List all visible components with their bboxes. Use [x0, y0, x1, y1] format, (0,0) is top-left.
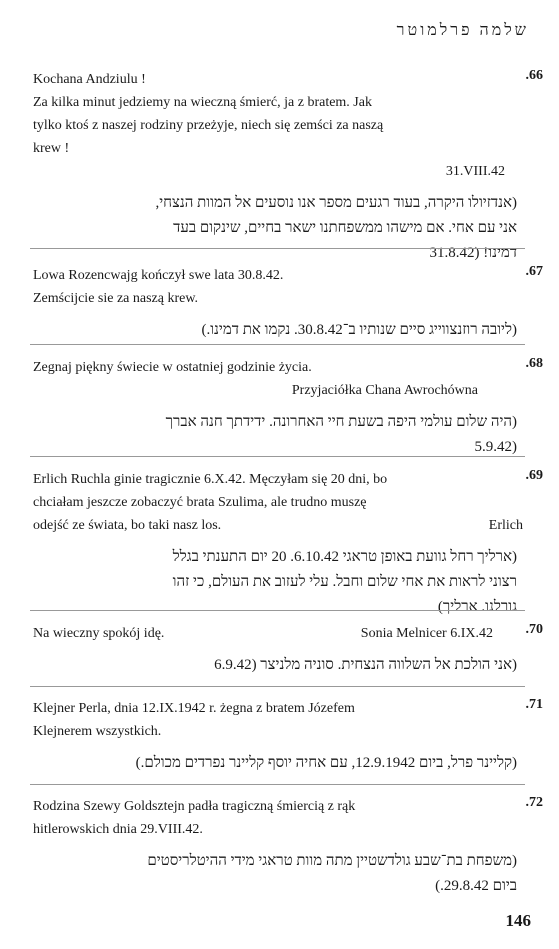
entry-69 [33, 468, 543, 620]
polish-line: Kochana Andziulu ! [33, 72, 146, 87]
entry-67 [33, 264, 543, 343]
entry-number: .68 [525, 356, 543, 371]
hebrew-line: (היה שלום עולמי היפה בשעת חיי האחרונה. ידידתך חנה אברך [165, 414, 517, 430]
polish-line: chciałam jeszcze zobaczyć brata Szulima, ale trudno muszę [33, 495, 367, 510]
polish-line: Na wieczny spokój idę. [33, 626, 165, 641]
polish-text [33, 697, 523, 743]
separator-rule [30, 784, 525, 785]
polish-line: odejść ze świata, bo taki nasz los. [33, 518, 222, 533]
entry-68 [33, 356, 543, 460]
polish-line: Rodzina Szewy Goldsztejn padła tragiczną śmiercią z rąk [33, 799, 356, 814]
polish-line: Klejnerem wszystkich. [33, 724, 162, 739]
polish-signature: Sonia Melnicer 6.IX.42 [360, 626, 493, 641]
hebrew-line: (משפחת בת־שבע גולדשטיין מתה מוות טראגי מידי ההיטלריסטים [147, 853, 517, 869]
hebrew-line: רצוני לראות את אחי שלום וחבל. עלי לעזוב את העולם, כי זהו [172, 574, 517, 590]
entry-71 [33, 697, 543, 776]
running-head: שלמה פרלמוטר [396, 22, 529, 39]
polish-line: Erlich Ruchla ginie tragicznie 6.X.42. Męczyłam się 20 dni, bo [33, 472, 388, 487]
hebrew-line: (ליובה רוזנצווייג סיים שנותיו ב־30.8.42. נקמו את דמינו.) [201, 322, 517, 338]
polish-line-pair [33, 622, 523, 645]
separator-rule [30, 456, 525, 457]
polish-text [33, 622, 523, 645]
entry-72 [33, 795, 543, 899]
polish-line: Lowa Rozencwajg kończył swe lata 30.8.42. [33, 268, 284, 283]
hebrew-line: (ארליך רחל גוועת באופן טראגי 6.10.42. 20 יום התענתי בגלל [172, 549, 517, 565]
separator-rule [30, 610, 525, 611]
separator-rule [30, 344, 525, 345]
polish-line: tylko ktoś z naszej rodziny przeżyje, niech się zemści za naszą [33, 118, 384, 133]
hebrew-text [33, 849, 523, 899]
polish-line: Za kilka minut jedziemy na wieczną śmierć, ja z bratem. Jak [33, 95, 372, 110]
hebrew-text [33, 545, 523, 620]
hebrew-text [33, 653, 523, 678]
entry-number: .71 [525, 697, 543, 712]
entry-number: .66 [525, 68, 543, 83]
polish-date: 31.VIII.42 [445, 164, 505, 179]
entry-number: .72 [525, 795, 543, 810]
polish-line: Zemścijcie sie za naszą krew. [33, 291, 199, 306]
entry-70 [33, 622, 543, 678]
hebrew-line: דמינו! (31.8.42 [429, 245, 517, 261]
polish-signature: Erlich [488, 518, 523, 533]
polish-signature: Przyjaciółka Chana Awrochówna [291, 383, 478, 398]
hebrew-line: ביום 29.8.42.) [435, 878, 517, 894]
polish-last-line [33, 514, 523, 537]
hebrew-line: (אנדזיולו היקרה, בעוד רגעים מספר אנו נוסעים אל המוות הנצחי, [155, 195, 517, 211]
hebrew-line: אני עם אחי. אם מישהו ממשפחתנו ישאר בחיים, שינקום בעד [173, 220, 517, 236]
hebrew-text [33, 410, 523, 460]
hebrew-text [33, 318, 523, 343]
hebrew-line: (אני הולכת אל השלווה הנצחית. סוניה מלניצר (6.9.42 [214, 657, 517, 673]
hebrew-text [33, 751, 523, 776]
polish-line: Zegnaj piękny świecie w ostatniej godzinie życia. [33, 360, 312, 375]
hebrew-line: גורלנו. ארליך) [437, 599, 517, 615]
entry-66 [33, 68, 543, 266]
hebrew-line: (קליינר פרל, ביום 12.9.1942, עם אחיה יוסף קליינר נפרדים מכולם.) [135, 755, 517, 771]
entry-number: .69 [525, 468, 543, 483]
entry-number: .70 [525, 622, 543, 637]
polish-text [33, 795, 523, 841]
polish-text [33, 468, 523, 537]
polish-text [33, 68, 523, 183]
hebrew-text [33, 191, 523, 266]
polish-line: Klejner Perla, dnia 12.IX.1942 r. żegna z bratem Józefem [33, 701, 355, 716]
polish-line: hitlerowskich dnia 29.VIII.42. [33, 822, 203, 837]
polish-text [33, 264, 523, 310]
polish-text [33, 356, 523, 402]
hebrew-line: (5.9.42 [474, 439, 517, 455]
polish-line: krew ! [33, 141, 70, 156]
page-number: 146 [505, 911, 531, 930]
separator-rule [30, 686, 525, 687]
entry-number: .67 [525, 264, 543, 279]
separator-rule [30, 248, 525, 249]
